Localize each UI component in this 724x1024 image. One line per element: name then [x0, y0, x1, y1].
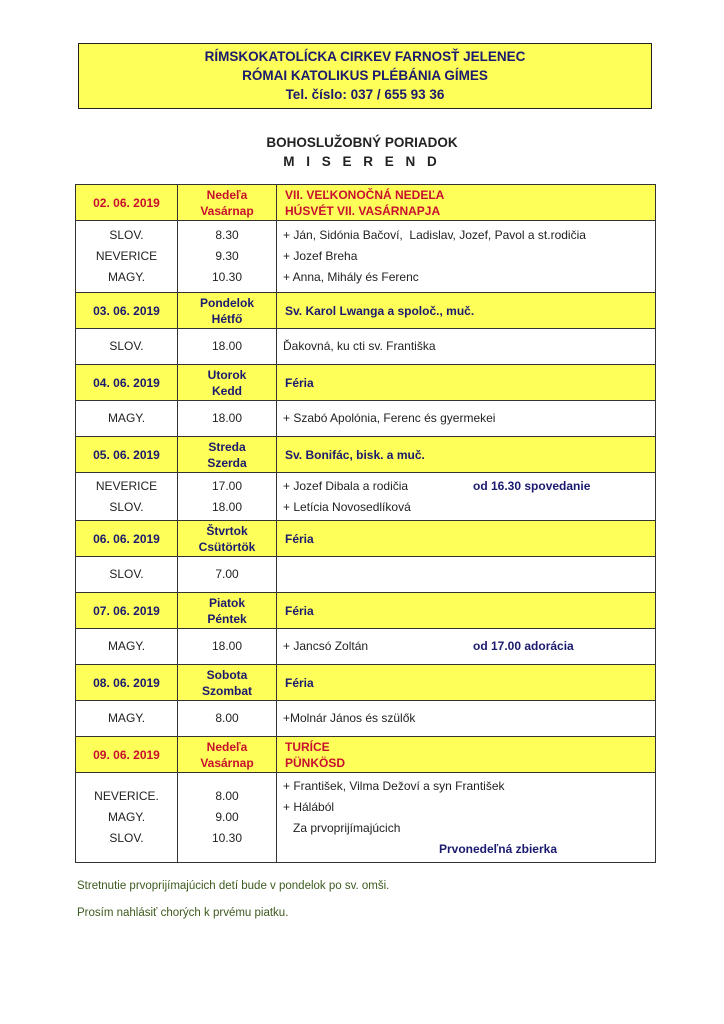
intention-cell [277, 773, 656, 863]
mass-intention [283, 267, 655, 288]
intention-cell [277, 401, 656, 437]
mass-intention-text: + Szabó Apolónia, Ferenc és gyermekei [283, 411, 496, 425]
feast-cell [277, 365, 656, 401]
mass-intention-text: + Ján, Sidónia Bačoví, Ladislav, Jozef, Pavol a st.rodičia [283, 228, 586, 242]
day-name-hu: Kedd [212, 383, 242, 398]
feast-name-hu: HÚSVÉT VII. VASÁRNAPJA [285, 203, 441, 218]
language-cell [76, 473, 178, 521]
time-cell [178, 701, 277, 737]
mass-time: 18.00 [211, 411, 243, 425]
mass-language: MAGY. [107, 270, 146, 284]
day-date: 03. 06. 2019 [76, 293, 178, 329]
mass-time: 18.00 [211, 499, 243, 514]
intention-cell [277, 473, 656, 521]
mass-intention-text: +Molnár János és szülők [283, 711, 416, 725]
language-cell [76, 701, 178, 737]
collection-note: Prvonedeľná zbierka [438, 841, 557, 856]
feast-cell [277, 293, 656, 329]
day-name-hu: Vasárnap [200, 203, 254, 218]
feast-cell [277, 521, 656, 557]
day-name-sk: Utorok [207, 367, 247, 382]
mass-time: 8.30 [215, 228, 239, 242]
mass-language: NEVERICE [95, 249, 158, 263]
mass-intention [283, 497, 655, 518]
mass-time: 10.30 [211, 831, 243, 845]
intention-cell [277, 221, 656, 293]
day-name-sk: Sobota [206, 667, 248, 682]
mass-intention [283, 408, 655, 429]
mass-row [76, 557, 656, 593]
document-title: BOHOSLUŽOBNÝ PORIADOK [266, 135, 458, 150]
mass-row [76, 329, 656, 365]
mass-language: NEVERICE. [94, 789, 159, 803]
parish-name-sk: RÍMSKOKATOLÍCKA CIRKEV FARNOSŤ JELENEC [204, 49, 526, 64]
mass-intention-text: + František, Vilma Dežoví a syn František [283, 778, 505, 793]
mass-language: SLOV. [109, 499, 144, 514]
mass-language: MAGY. [107, 639, 146, 653]
day-name-sk: Nedeľa [206, 739, 248, 754]
time-cell [178, 629, 277, 665]
mass-time: 7.00 [215, 567, 239, 581]
time-cell [178, 329, 277, 365]
language-cell [76, 329, 178, 365]
mass-language: MAGY. [107, 411, 146, 425]
mass-note: od 17.00 adorácia [473, 639, 574, 653]
language-cell [76, 221, 178, 293]
day-name-sk: Štvrtok [206, 523, 248, 538]
day-header-row [76, 593, 656, 629]
mass-time: 18.00 [211, 339, 243, 353]
day-date: 04. 06. 2019 [76, 365, 178, 401]
mass-language: SLOV. [109, 339, 144, 353]
footer-note-communion: Stretnutie prvoprijímajúcich detí bude v pondelok po sv. omši. [77, 880, 390, 892]
day-name [178, 293, 277, 329]
feast-name: Féria [285, 531, 314, 546]
feast-name: Féria [285, 675, 314, 690]
mass-intention [283, 776, 655, 797]
mass-intention [283, 797, 655, 818]
mass-time: 10.30 [211, 270, 243, 284]
mass-intention-text: + Letícia Novosedlíková [283, 499, 411, 514]
mass-intention [283, 818, 655, 839]
mass-time: 8.00 [215, 789, 239, 803]
feast-name: VII. VEĽKONOČNÁ NEDEĽA [285, 187, 445, 202]
time-cell [178, 401, 277, 437]
feast-cell [277, 185, 656, 221]
intention-cell [277, 329, 656, 365]
mass-intention-text: Ďakovná, ku cti sv. Františka [283, 339, 436, 353]
mass-intention [283, 476, 655, 497]
day-name-hu: Szombat [201, 683, 252, 698]
intention-cell [277, 701, 656, 737]
document-subtitle: M I S E R E N D [283, 154, 441, 169]
mass-time: 9.30 [215, 249, 239, 263]
day-name [178, 737, 277, 773]
day-header-row [76, 437, 656, 473]
feast-name: Sv. Bonifác, bisk. a muč. [285, 447, 425, 462]
feast-name: Sv. Karol Lwanga a spoloč., muč. [285, 303, 475, 318]
mass-time: 17.00 [211, 478, 243, 493]
parish-phone: Tel. číslo: 037 / 655 93 36 [285, 87, 445, 102]
day-header-row [76, 665, 656, 701]
mass-note: od 16.30 spovedanie [473, 478, 591, 493]
feast-cell [277, 665, 656, 701]
mass-intention-text: Za prvoprijímajúcich [283, 820, 401, 835]
day-name [178, 185, 277, 221]
mass-time: 8.00 [215, 711, 239, 725]
mass-intention [283, 336, 655, 357]
feast-name: TURÍCE [285, 739, 330, 754]
day-name-hu: Hétfő [211, 311, 243, 326]
mass-row [76, 221, 656, 293]
day-name-hu: Péntek [207, 611, 247, 626]
mass-intention [283, 708, 655, 729]
mass-time: 18.00 [211, 639, 243, 653]
day-date: 02. 06. 2019 [76, 185, 178, 221]
time-cell [178, 557, 277, 593]
language-cell [76, 773, 178, 863]
day-name-sk: Nedeľa [206, 187, 248, 202]
intention-cell [277, 629, 656, 665]
day-date: 08. 06. 2019 [76, 665, 178, 701]
day-name [178, 365, 277, 401]
day-name-hu: Szerda [207, 455, 247, 470]
feast-name-hu: PÜNKÖSD [285, 755, 346, 770]
day-name-hu: Csütörtök [198, 539, 256, 554]
mass-language: SLOV. [109, 831, 144, 845]
mass-row [76, 773, 656, 863]
mass-language: SLOV. [109, 228, 144, 242]
day-name [178, 665, 277, 701]
language-cell [76, 629, 178, 665]
day-name-sk: Pondelok [199, 295, 254, 310]
time-cell [178, 473, 277, 521]
mass-row [76, 629, 656, 665]
mass-language: NEVERICE [95, 478, 158, 493]
day-date: 05. 06. 2019 [76, 437, 178, 473]
day-name-sk: Streda [208, 439, 246, 454]
mass-intention-text: + Jozef Dibala a rodičia [283, 478, 409, 493]
time-cell [178, 221, 277, 293]
mass-intention-text: + Jozef Breha [283, 249, 358, 263]
mass-language: SLOV. [109, 567, 144, 581]
day-header-row [76, 737, 656, 773]
day-header-row [76, 521, 656, 557]
language-cell [76, 401, 178, 437]
mass-schedule-table [75, 184, 656, 863]
mass-row [76, 473, 656, 521]
day-name [178, 593, 277, 629]
mass-intention [283, 564, 655, 585]
mass-language: MAGY. [107, 810, 146, 824]
day-header-row [76, 293, 656, 329]
feast-cell [277, 593, 656, 629]
day-name [178, 521, 277, 557]
day-header-row [76, 185, 656, 221]
intention-cell [277, 557, 656, 593]
day-date: 07. 06. 2019 [76, 593, 178, 629]
mass-intention-text: + Jancsó Zoltán [283, 639, 369, 653]
parish-header [78, 43, 652, 109]
day-name-sk: Piatok [208, 595, 245, 610]
day-date: 09. 06. 2019 [76, 737, 178, 773]
mass-intention [283, 225, 655, 246]
mass-row [76, 701, 656, 737]
feast-name: Féria [285, 603, 314, 618]
language-cell [76, 557, 178, 593]
day-name [178, 437, 277, 473]
mass-time: 9.00 [215, 810, 239, 824]
mass-intention-text: + Anna, Mihály és Ferenc [283, 270, 419, 284]
mass-intention [283, 636, 655, 657]
mass-row [76, 401, 656, 437]
day-name-hu: Vasárnap [200, 755, 254, 770]
time-cell [178, 773, 277, 863]
day-header-row [76, 365, 656, 401]
feast-cell [277, 437, 656, 473]
parish-name-hu: RÓMAI KATOLIKUS PLÉBÁNIA GÍMES [242, 68, 488, 83]
day-date: 06. 06. 2019 [76, 521, 178, 557]
footer-note-sick: Prosím nahlásiť chorých k prvému piatku. [77, 907, 289, 919]
feast-cell [277, 737, 656, 773]
mass-intention [283, 246, 655, 267]
mass-intention-text: + Hálából [283, 799, 335, 814]
feast-name: Féria [285, 375, 314, 390]
mass-language: MAGY. [107, 711, 146, 725]
